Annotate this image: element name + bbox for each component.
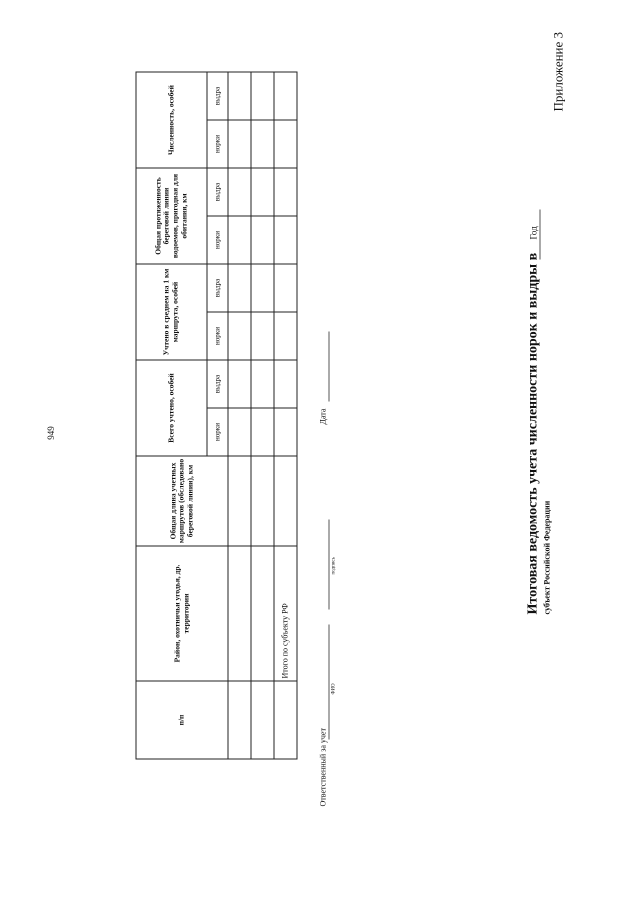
table-row <box>251 72 274 759</box>
total-row-label: Итого по субъекту РФ <box>274 546 297 681</box>
header-total-counted: Всего учтено, особей <box>136 360 207 456</box>
cell[interactable] <box>251 72 274 120</box>
total-row <box>274 72 297 759</box>
cell[interactable] <box>228 120 251 168</box>
cell[interactable] <box>251 120 274 168</box>
cell[interactable] <box>274 681 297 759</box>
sub-mink: норки <box>207 408 228 456</box>
cell[interactable] <box>251 546 274 681</box>
cell[interactable] <box>228 546 251 681</box>
year-label: Год <box>528 226 538 240</box>
table-row <box>228 72 251 759</box>
cell[interactable] <box>228 216 251 264</box>
cell[interactable] <box>228 72 251 120</box>
header-num: п/п <box>136 681 228 759</box>
cell[interactable] <box>228 360 251 408</box>
cell[interactable] <box>274 360 297 408</box>
document-title: Итоговая ведомость учета численности норок и выдры в <box>525 252 540 615</box>
sub-otter: выдра <box>207 72 228 120</box>
cell[interactable] <box>274 312 297 360</box>
fio-line[interactable] <box>328 625 329 740</box>
sub-otter: выдра <box>207 168 228 216</box>
cell[interactable] <box>274 216 297 264</box>
header-district: Район, охотничьи угодья, др. территории <box>136 546 228 681</box>
cell[interactable] <box>251 360 274 408</box>
page-number: 949 <box>46 426 56 440</box>
cell[interactable] <box>228 264 251 312</box>
header-route-length: Общая длина учетных маршрутов (обследовано береговой линии), км <box>136 456 228 546</box>
cell[interactable] <box>228 681 251 759</box>
cell[interactable] <box>251 264 274 312</box>
report-table <box>135 72 297 760</box>
responsible-label: Ответственный за учет <box>318 728 327 807</box>
cell[interactable] <box>274 264 297 312</box>
cell[interactable] <box>228 408 251 456</box>
sub-mink: норки <box>207 312 228 360</box>
cell[interactable] <box>274 456 297 546</box>
cell[interactable] <box>251 681 274 759</box>
sub-otter: выдра <box>207 264 228 312</box>
sub-mink: норки <box>207 120 228 168</box>
cell[interactable] <box>251 456 274 546</box>
cell[interactable] <box>251 168 274 216</box>
cell[interactable] <box>274 408 297 456</box>
appendix-label: Приложение 3 <box>550 31 565 112</box>
signature-line[interactable] <box>328 520 329 610</box>
cell[interactable] <box>251 216 274 264</box>
cell[interactable] <box>228 168 251 216</box>
cell[interactable] <box>274 120 297 168</box>
header-avg-per-km: Учтено в среднем на 1 км маршрута, особей <box>136 264 207 360</box>
date-label: Дата <box>318 408 327 425</box>
cell[interactable] <box>228 456 251 546</box>
year-underline <box>539 210 540 260</box>
date-line[interactable] <box>328 332 329 402</box>
sub-otter: выдра <box>207 360 228 408</box>
cell[interactable] <box>251 312 274 360</box>
cell[interactable] <box>228 312 251 360</box>
subject-label: субъект Российской Федерации <box>542 500 551 615</box>
signature-caption: подпись <box>331 557 336 575</box>
cell[interactable] <box>251 408 274 456</box>
cell[interactable] <box>274 72 297 120</box>
cell[interactable] <box>274 168 297 216</box>
fio-caption: ФИО <box>331 683 336 695</box>
sub-mink: норки <box>207 216 228 264</box>
header-shoreline: Общая протяженность береговой линии водоемов, пригодная для обитания, км <box>136 168 207 264</box>
header-population: Численность, особей <box>136 72 207 168</box>
